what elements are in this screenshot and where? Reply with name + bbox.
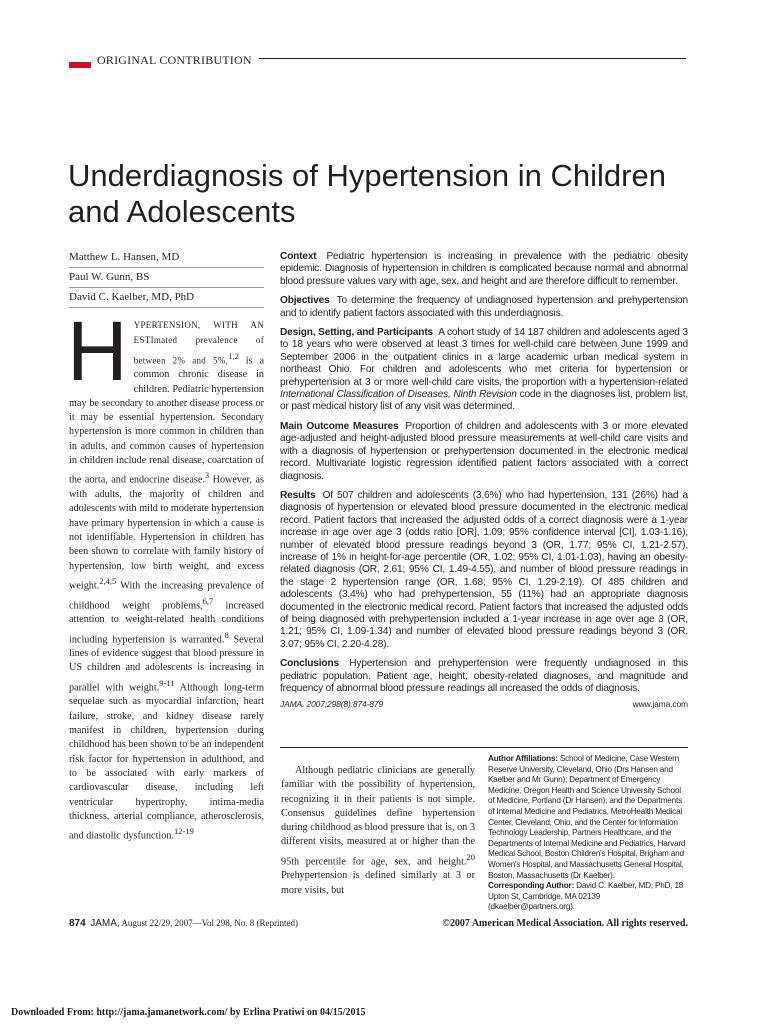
abstract-rule <box>280 747 688 748</box>
issue-info: August 22/29, 2007—Vol 298, No. 8 (Reprinted) <box>121 918 298 928</box>
abstract-conclusions: Conclusions Hypertension and prehypertension were frequently undiagnosed in this pediatric population. Patient age, height, obesity-related diagnoses, and magnitude and frequency of abnormal blood pressure readings all increased the odds of diagnosis. <box>280 658 689 694</box>
abstract-context: Context Pediatric hypertension is increasing in prevalence with the pediatric obesity epidemic. Diagnosis of hypertension in children is complicated because normal and abnormal blood pressure values vary with age, sex, and height and are therefore difficult to remember. <box>280 251 688 287</box>
section-color-marker <box>69 62 91 68</box>
header-rule <box>259 58 686 59</box>
author-affiliations: Author Affiliations: School of Medicine, Case Western Reserve University, Cleveland, Ohio (Drs Hansen and Kaelber and Mr Gunn); Department of Emergency Medicine, Oregon Health and Science University School of Medicine, Portland (Dr Hansen); and the Departments of Internal Medicine and Pediatrics, MetroHealth Medical Center, Cleveland, Ohio, and the Center for Information Technology Leadership, Partners Healthcare, and the Departments of Internal Medicine and Pediatrics, Harvard Medical School, Boston Children's Hospital, Brigham and Women's Hospital, and Massachusetts General Hospital, Boston, Massachusetts (Dr Kaelber). Corresponding Author: David C. Kaelber, MD, PhD, 18 Upton St, Cambridge, MA 02139 (dkaelber@partners.org). <box>488 754 686 912</box>
journal-url-link[interactable]: www.jama.com <box>632 699 688 710</box>
citation-row <box>280 698 688 710</box>
abstract-outcomes: Main Outcome Measures Proportion of children and adolescents with 3 or more elevated age-adjusted and height-adjusted blood pressure measurements at well-child care visits and with a diagnosis of hypertension or prehypertension documented in the electronic medical record. Multivariate logistic regression identified patient factors associated with a correct diagnosis. <box>280 420 688 482</box>
author-name: David C. Kaelber, MD, PhD <box>69 288 264 308</box>
page-footer <box>69 918 688 934</box>
author-name: Matthew L. Hansen, MD <box>69 248 264 268</box>
copyright: ©2007 American Medical Association. All rights reserved. <box>442 918 688 929</box>
page-number: 874 <box>69 918 86 929</box>
drop-cap: H <box>67 304 128 398</box>
abstract <box>280 251 688 710</box>
download-stamp: Downloaded From: http://jama.jamanetwork.com/ by Erlina Pratiwi on 04/15/2015 <box>11 1007 366 1018</box>
body-column-1: HYPERTENSION, WITH AN ESTImated prevalence of between 2% and 5%,$^{1,2}$ is a common chronic disease in children. Pediatric hypertension may be secondary to another disease process or it may be essential hypertension. Secondary hypertension is more common in children than in adults, and common causes of hypertension in children include renal disease, coarctation of the aorta, and endocrine disease.$^3$ However, as with adults, the majority of children and adolescents with mild to moderate hypertension have primary hypertension in which a cause is not identifiable. Hypertension in children has been shown to correlate with family history of hypertension, low birth weight, and excess weight.$^{2,4,5}$ With the increasing prevalence of childhood weight problems,$^{6,7}$ increased attention to weight-related health conditions including hypertension is warranted.$^8$ Several lines of evidence suggest that blood pressure in US children and adolescents is increasing in parallel with weight.$^{9-11}$ Although long-term sequelae such as myocardial infarction, heart failure, stroke, and kidney disease rarely manifest in children, hypertension during childhood has been shown to be an independent risk factor for hypertension in adulthood, and to be associated with early markers of cardiovascular disease, including left ventricular hypertrophy, intima-media thickness, arterial compliance, atherosclerosis, and diastolic dysfunction.$^{12-19}$ <box>67 304 265 842</box>
article-title: Underdiagnosis of Hypertension in Children and Adolescents <box>68 158 666 229</box>
section-label: ORIGINAL CONTRIBUTION <box>97 53 252 67</box>
section-header <box>69 53 686 70</box>
body-column-2: Although pediatric clinicians are generally familiar with the possibility of hypertension, recognizing it in their patients is not simple. Consensus guidelines define hypertension during childhood as blood pressure that is, on 3 different visits, measured at or higher than the 95th percentile for age, sex, and height.$^{20}$ Prehypertension is defined similarly at 3 or more visits, but <box>281 765 475 896</box>
author-list <box>69 248 264 308</box>
abstract-objectives: Objectives To determine the frequency of undiagnosed hypertension and prehypertension and to identify patient factors associated with this underdiagnosis. <box>280 295 688 319</box>
abstract-results: Results Of 507 children and adolescents (3.6%) who had hypertension, 131 (26%) had a diagnosis of hypertension or elevated blood pressure documented in the electronic medical record. Patient factors that increased the adjusted odds of a correct diagnosis were a 1-year increase in age over age 3 (odds ratio [OR], 1.09; 95% confidence interval [CI], 1.03-1.16), number of elevated blood pressure readings beyond 3 (OR, 1.77; 95% CI, 1.21-2.57), increase of 1% in height-for-age percentile (OR, 1.02; 95% CI, 1.01-1.03), having an obesity-related diagnosis (OR, 2.61; 95% CI, 1.49-4.55), and number of blood pressure readings in the stage 2 hypertension range (OR, 1.68; 95% CI, 1.29-2.19). Of 485 children and adolescents (3.4%) who had prehypertension, 55 (11%) had an appropriate diagnosis documented in the electronic medical record. Patient factors that increased the adjusted odds of being diagnosed with prehypertension included a 1-year increase in age over age 3 (OR, 1.21; 95% CI, 1.09-1.34) and number of elevated blood pressure readings beyond 3 (OR, 3.07; 95% CI, 2.20-4.28). <box>280 489 689 650</box>
author-name: Paul W. Gunn, BS <box>69 268 264 288</box>
journal-name: JAMA, <box>90 918 120 929</box>
citation: JAMA. 2007;298(8):874-879 <box>280 699 384 710</box>
abstract-design: Design, Setting, and Participants A cohort study of 14 187 children and adolescents aged 3 to 18 years who were observed at least 3 times for well-child care between June 1999 and September 2006 in the outpatient clinics in a large academic urban medical system in northeast Ohio. For children and adolescents who met criteria for hypertension or prehypertension at 3 or more well-child care visits, the proportion with a hypertension-related International Classification of Diseases, Ninth Revision code in the diagnoses list, problem list, or past medical history list of any visit was determined. <box>280 327 689 413</box>
